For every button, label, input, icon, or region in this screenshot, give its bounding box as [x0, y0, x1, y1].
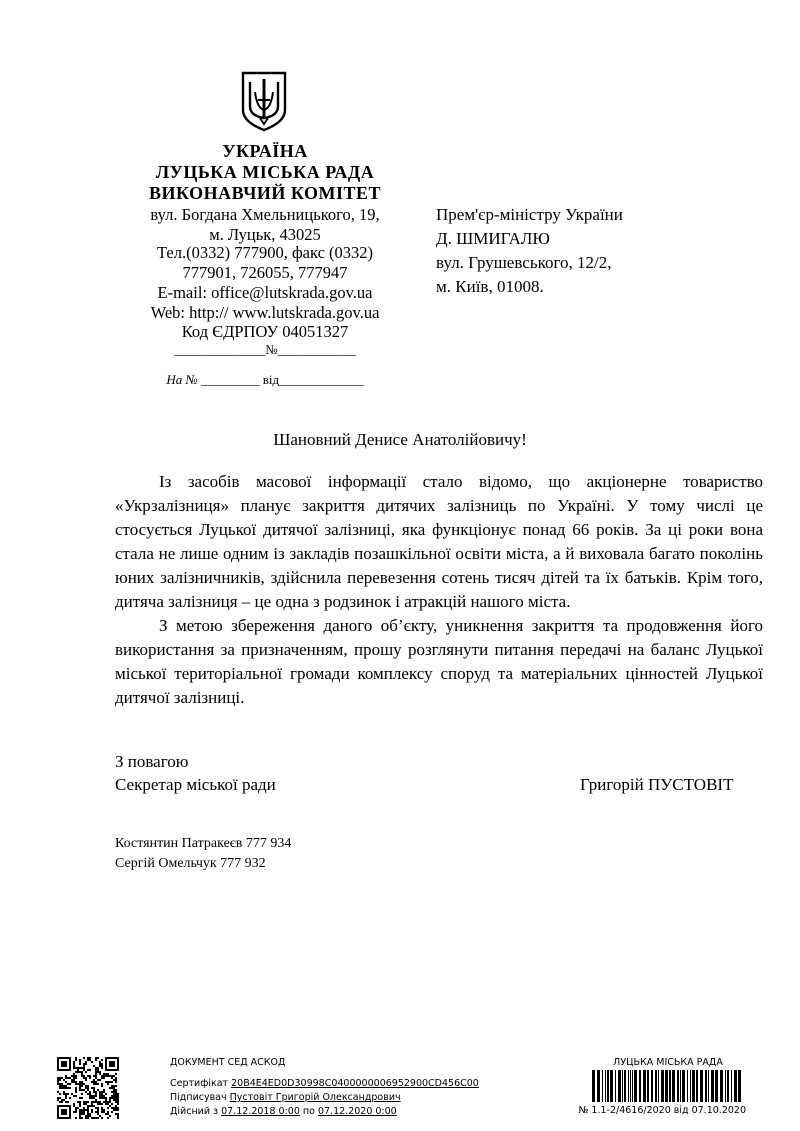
footer-reg-number: № 1.1-2/4616/2020 від 07.10.2020	[578, 1105, 746, 1116]
footer-doc-title: ДОКУМЕНТ СЕД АСКОД	[170, 1057, 286, 1068]
header-edrpou: Код ЄДРПОУ 04051327	[181, 322, 349, 341]
footer-org: ЛУЦЬКА МІСЬКА РАДА	[613, 1057, 723, 1068]
header-phone-1: Тел.(0332) 777900, факс (0332)	[156, 243, 374, 262]
header-phone-2: 777901, 726055, 777947	[182, 263, 348, 282]
header-web: Web: http:// www.lutskrada.gov.ua	[150, 303, 380, 322]
greeting: Шановний Денисе Анатолійовичу!	[273, 430, 527, 449]
header-committee: ВИКОНАВЧИЙ КОМІТЕТ	[148, 183, 382, 203]
outgoing-ref-line: ______________№____________	[174, 342, 356, 357]
letter-body	[115, 470, 763, 710]
valid-to: 07.12.2020 0:00	[317, 1106, 397, 1117]
header-address-2: м. Луцьк, 43025	[209, 225, 321, 244]
signature-position: Секретар міської ради	[115, 775, 276, 794]
recipient-line-3: вул. Грушевського, 12/2,	[436, 253, 612, 272]
barcode-icon	[592, 1070, 744, 1102]
valid-to-label: по	[302, 1106, 315, 1117]
recipient-block	[436, 203, 623, 299]
header-country: УКРАЇНА	[222, 141, 308, 161]
body-paragraph-2: З метою збереження даного об’єкту, уникнення закриття та продовження його використання за призначенням, прошу розглянути питання передачі на баланс Луцької міської територіальної громади комплексу споруд та матеріальних цінностей Луцької дитячої залізниці.	[115, 616, 763, 707]
valid-from: 07.12.2018 0:00	[221, 1106, 300, 1117]
header-council: ЛУЦЬКА МІСЬКА РАДА	[155, 162, 375, 182]
signer-value: Пустовіт Григорій Олександрович	[229, 1092, 401, 1103]
signature-name: Григорій ПУСТОВІТ	[580, 775, 734, 794]
contact-person-2: Сергій Омельчук 777 932	[115, 856, 266, 871]
footer-valid-line	[170, 1105, 397, 1119]
valid-label: Дійсний з	[170, 1106, 219, 1117]
coat-of-arms-icon	[240, 70, 288, 132]
cert-value: 20B4E4ED0D30998C0400000006952900CD456C00	[231, 1078, 479, 1089]
cert-label: Сертифікат	[170, 1078, 229, 1089]
body-paragraph-1: Із засобів масової інформації стало відомо, що акціонерне товариство «Укрзалізниця» планує закриття дитячих залізниць по Україні. У тому числі це стосується Луцької дитячої залізниці, яка функціонує понад 66 років. За ці роки вона стала не лише одним із закладів позашкільної освіти міста, а й виховала багато поколінь юних залізничників, здійснила перевезення сотень тисяч дітей та їх батьків. Крім того, дитяча залізниця – це одна з родзинок і атракцій нашого міста.	[115, 472, 763, 611]
reply-fill: _________	[201, 372, 260, 387]
contact-person-1: Костянтин Патракеєв 777 934	[115, 836, 292, 851]
footer-cert-line	[170, 1077, 479, 1091]
recipient-line-4: м. Київ, 01008.	[436, 277, 544, 296]
from-fill: _____________	[279, 372, 364, 387]
reply-label: На №	[166, 372, 198, 387]
from-label: від	[262, 372, 280, 387]
footer-signer-line	[170, 1091, 401, 1105]
header-address-1: вул. Богдана Хмельницького, 19,	[150, 205, 380, 224]
recipient-line-1: Прем'єр-міністру України	[436, 205, 623, 224]
reply-ref-line	[120, 372, 410, 388]
signature-closing: З повагою	[115, 752, 189, 771]
qr-code-icon	[57, 1057, 119, 1119]
signer-label: Підписувач	[170, 1092, 227, 1103]
header-email: E-mail: office@lutskrada.gov.ua	[157, 283, 373, 302]
contacts-block	[115, 834, 291, 874]
recipient-line-2: Д. ШМИГАЛЮ	[436, 229, 550, 248]
